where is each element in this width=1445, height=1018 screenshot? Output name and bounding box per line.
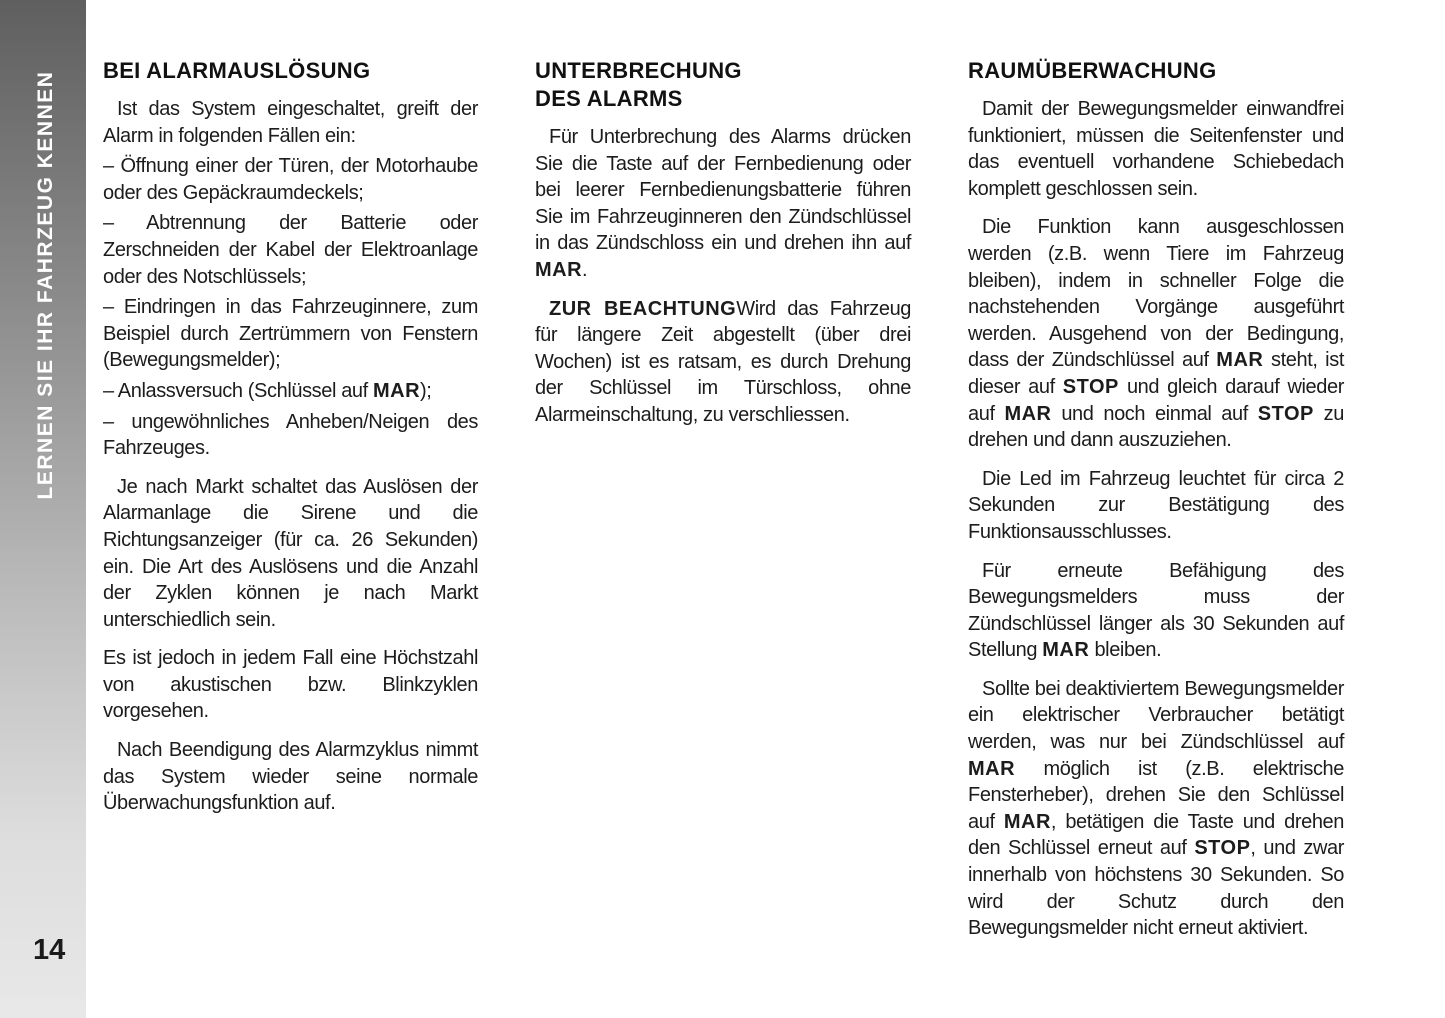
bullet-item: – ungewöhnliches Anheben/Neigen des Fahrzeuges. (103, 410, 478, 460)
text-run: Für erneute Befähigung des Bewegungsmelders muss der Zündschlüssel länger als 30 Sekunden auf Stellung (968, 559, 1344, 662)
heading-line: UNTERBRECHUNG (535, 58, 742, 83)
bullet-item: – Abtrennung der Batterie oder Zerschneiden der Kabel der Elektroanlage oder des Notschlüssels; (103, 212, 478, 288)
key-position-stop: STOP (1062, 375, 1119, 398)
note-label: ZUR BEACHTUNG (549, 297, 737, 320)
text-run: und noch einmal auf (1051, 402, 1258, 425)
key-position-stop: STOP (1194, 837, 1251, 860)
column-interior-monitoring (968, 57, 1344, 954)
key-position-mar: MAR (535, 258, 583, 281)
text-run: zu drehen und dann auszuziehen. (968, 402, 1345, 452)
section-heading (535, 57, 911, 113)
text-run: Die Funktion kann ausgeschlossen werden (z.B. wenn Tiere im Fahrzeug bleiben), indem in schneller Folge die nachstehenden Vorgänge ausgeführt werden. Ausgehend von der Bedingung, dass der Zündschlüssel auf (968, 216, 1344, 372)
chapter-title-text: LERNEN SIE IHR FAHRZEUG KENNEN (34, 70, 57, 500)
key-position-mar: MAR (372, 379, 421, 402)
paragraph: Damit der Bewegungsmelder einwandfrei funktioniert, müssen die Seitenfenster und das eventuell vorhandene Schiebedach komplett geschlossen sein. (968, 98, 1344, 200)
text-run: . (582, 258, 588, 281)
text-run: und gleich darauf wieder auf (968, 375, 1344, 425)
text-run: , und zwar innerhalb von höchstens 30 Sekunden. So wird der Schutz durch den Bewegungsmelder nicht erneut aktiviert. (968, 837, 1344, 940)
column-alarm-trigger (103, 57, 478, 829)
section-heading: RAUMÜBERWACHUNG (968, 58, 1217, 83)
heading-line: DES ALARMS (535, 86, 683, 111)
note-paragraph (535, 296, 911, 429)
text-run: Wird das Fahrzeug für längere Zeit abgestellt (über drei Wochen) ist es ratsam, es durch Drehung der Schlüssel im Türschloss, ohne Alarmeinschaltung, zu verschliessen. (535, 297, 912, 426)
key-position-mar: MAR (968, 757, 1016, 780)
text-run: möglich ist (z.B. elektrische Fensterheber), drehen Sie den Schlüssel auf (968, 757, 1344, 833)
paragraph: Es ist jedoch in jedem Fall eine Höchstzahl von akustischen bzw. Blinkzyklen vorgesehen. (103, 647, 478, 723)
paragraph (968, 214, 1344, 453)
key-position-stop: STOP (1257, 402, 1314, 425)
side-tab (0, 0, 86, 1018)
paragraph (968, 676, 1344, 942)
text-run: – Anlassversuch (Schlüssel auf (103, 379, 373, 402)
text-run: ); (420, 379, 432, 402)
key-position-mar: MAR (1216, 349, 1264, 372)
column-alarm-interrupt (535, 57, 911, 441)
bullet-item: – Eindringen in das Fahrzeuginnere, zum Beispiel durch Zertrümmern von Fenstern (Bewegungsmelder); (103, 296, 478, 372)
text-run: steht, ist dieser auf (968, 349, 1344, 398)
paragraph: Die Led im Fahrzeug leuchtet für circa 2 Sekunden zur Bestätigung des Funktionsausschlusses. (968, 467, 1344, 543)
key-position-mar: MAR (1042, 639, 1090, 662)
text-run: Für Unterbrechung des Alarms drücken Sie die Taste auf der Fernbedienung oder bei leerer Fernbedienungsbatterie führen Sie im Fahrzeuginneren den Zündschlüssel in das Zündschloss ein und drehen ihn auf (535, 126, 911, 255)
paragraph: Ist das System eingeschaltet, greift der Alarm in folgenden Fällen ein: (103, 98, 478, 147)
bullet-item: – Öffnung einer der Türen, der Motorhaube oder des Gepäckraumdeckels; (103, 155, 478, 204)
key-position-mar: MAR (1003, 810, 1051, 833)
text-run: , betätigen die Taste und drehen den Schlüssel erneut auf (968, 810, 1344, 860)
paragraph (968, 558, 1344, 664)
text-run: Sollte bei deaktiviertem Bewegungsmelder ein elektrischer Verbraucher betätigt werden, was nur bei Zündschlüssel auf (968, 677, 1344, 754)
section-heading: BEI ALARMAUSLÖSUNG (103, 58, 371, 83)
paragraph (535, 124, 911, 284)
key-position-mar: MAR (1004, 402, 1052, 425)
bullet-item (103, 378, 478, 405)
paragraph: Je nach Markt schaltet das Auslösen der Alarmanlage die Sirene und die Richtungsanzeiger (für ca. 26 Sekunden) ein. Die Art des Auslösens und die Anzahl der Zyklen können je nach Markt unterschiedlich sein. (103, 475, 478, 631)
paragraph: Nach Beendigung des Alarmzyklus nimmt das System wieder seine normale Überwachungsfunktion auf. (103, 739, 478, 815)
text-run: bleiben. (1089, 639, 1162, 662)
page-number: 14 (33, 934, 66, 966)
